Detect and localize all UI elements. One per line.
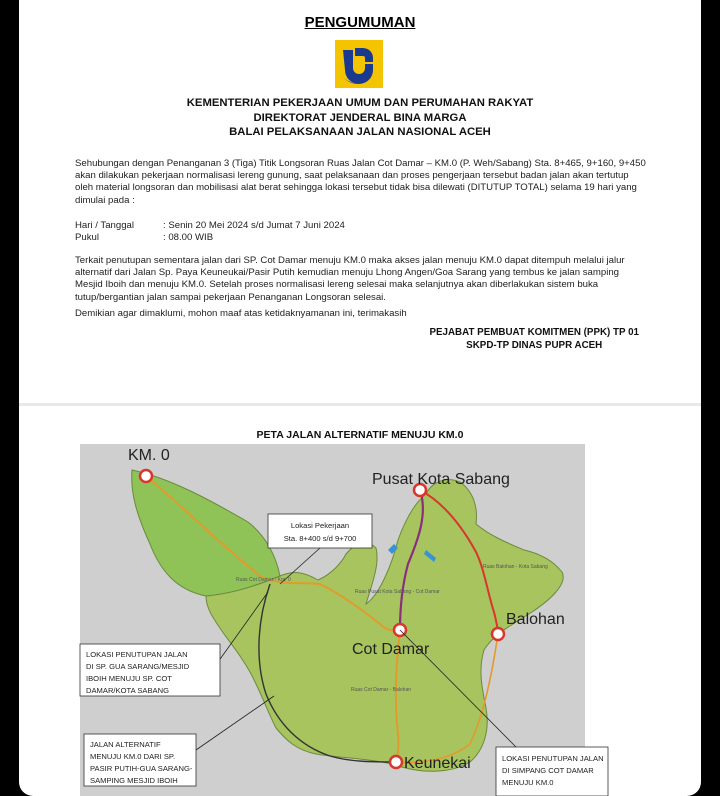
callout-goa-line-2: DI SP. GUA SARANG/MESJID xyxy=(86,662,190,671)
callout-alt-line-4: SAMPING MESJID IBOIH xyxy=(90,776,178,785)
label-km0: KM. 0 xyxy=(128,447,170,464)
agency-header xyxy=(19,96,701,140)
road-label-keunekai: Ruas Cot Damar - Balohan xyxy=(351,687,412,693)
label-cot-damar: Cot Damar xyxy=(352,641,430,658)
callout-alt-line-2: MENUJU KM.0 DARI SP. xyxy=(90,752,176,761)
signature-office: SKPD-TP DINAS PUPR ACEH xyxy=(466,339,603,351)
alternative-route-map xyxy=(80,444,604,796)
header-line-ministry: KEMENTERIAN PEKERJAAN UMUM DAN PERUMAHAN RAKYAT xyxy=(186,97,534,109)
callout-goa-line-3: IBOIH MENUJU SP. COT xyxy=(86,674,172,683)
pupr-logo xyxy=(335,40,383,88)
signature-block xyxy=(429,327,639,352)
callout-cot-line-2: DI SIMPANG COT DAMAR xyxy=(502,766,594,775)
schedule-day-value: : Senin 20 Mei 2024 s/d Jumat 7 Juni 2024 xyxy=(163,220,345,231)
announcement-title: PENGUMUMAN xyxy=(304,14,416,31)
schedule-time-value: : 08.00 WIB xyxy=(163,232,214,244)
label-balohan: Balohan xyxy=(506,611,565,628)
schedule-day-label: Hari / Tanggal xyxy=(75,220,135,231)
road-label-balohan: Ruas Balohan - Kota Sabang xyxy=(483,564,548,570)
callout-cot-line-1: LOKASI PENUTUPAN JALAN xyxy=(502,754,604,763)
label-keunekai: Keunekai xyxy=(404,755,471,772)
announcement-paragraph-1: Sehubungan dengan Penanganan 3 (Tiga) Titik Longsoran Ruas Jalan Cot Damar – KM.0 (P. Weh/Sabang) Sta. 8+465, 9+160, 9+450 akan dilakukan pekerjaan normalisasi lereng gunung, saat pelaksanaan dan proses pengerjaan tersebut badan jalan akan tertutup oleh material longsoran dan mobilisasi alat berat sehingga lokasi tersebut tidak bisa dilewati (DITUTUP TOTAL) selama 19 hari yang dimulai pada : xyxy=(75,158,646,206)
callout-goa-line-1: LOKASI PENUTUPAN JALAN xyxy=(86,650,188,659)
signature-title: PEJABAT PEMBUAT KOMITMEN (PPK) TP 01 xyxy=(429,327,639,338)
marker-km0 xyxy=(140,470,152,482)
marker-keunekai xyxy=(390,756,402,768)
schedule-time-label: Pukul xyxy=(75,232,99,244)
callout-work-line-2: Sta. 8+400 s/d 9+700 xyxy=(283,534,357,543)
callout-alt-line-1: JALAN ALTERNATIF xyxy=(90,740,161,749)
schedule-block xyxy=(75,220,649,244)
road-label-pusat: Ruas Pusat Kota Sabang - Cot Damar xyxy=(355,589,440,595)
callout-cot-line-3: MENUJU KM.0 xyxy=(502,778,554,787)
road-label-km0: Ruas Cot Damar - Km. 0 xyxy=(236,577,291,583)
header-line-directorate: DIREKTORAT JENDERAL BINA MARGA xyxy=(253,111,467,124)
callout-work-line-1: Lokasi Pekerjaan xyxy=(290,521,350,530)
marker-balohan xyxy=(492,628,504,640)
label-pusat-kota-sabang: Pusat Kota Sabang xyxy=(372,471,510,488)
map-title: PETA JALAN ALTERNATIF MENUJU KM.0 xyxy=(256,429,464,441)
announcement-paragraph-2: Terkait penutupan sementara jalan dari SP. Cot Damar menuju KM.0 maka akses jalan menuju KM.0 dapat ditempuh melalui jalur alternatif dari Jalan Sp. Paya Keuneukai/Pasir Putih kemudian menuju Lhong Angen/Goa Sarang yang tembus ke jalan samping Mesjid Iboih dan menuju KM.0. Setelah proses normalisasi lereng selesai maka selanjutnya akan diberlakukan sistem buka tutup/bergantian jalan sampai pekerjaan Penanganan Longsoran selesai. xyxy=(75,255,625,303)
callout-goa-line-4: DAMAR/KOTA SABANG xyxy=(86,686,169,695)
header-line-balai: BALAI PELAKSANAAN JALAN NASIONAL ACEH xyxy=(229,126,491,138)
announcement-paragraph-3: Demikian agar dimaklumi, mohon maaf atas ketidaknyamanan ini, terimakasih xyxy=(75,308,407,319)
section-divider xyxy=(19,403,701,406)
callout-alt-line-3: PASIR PUTIH-GUA SARANG- xyxy=(90,764,193,773)
